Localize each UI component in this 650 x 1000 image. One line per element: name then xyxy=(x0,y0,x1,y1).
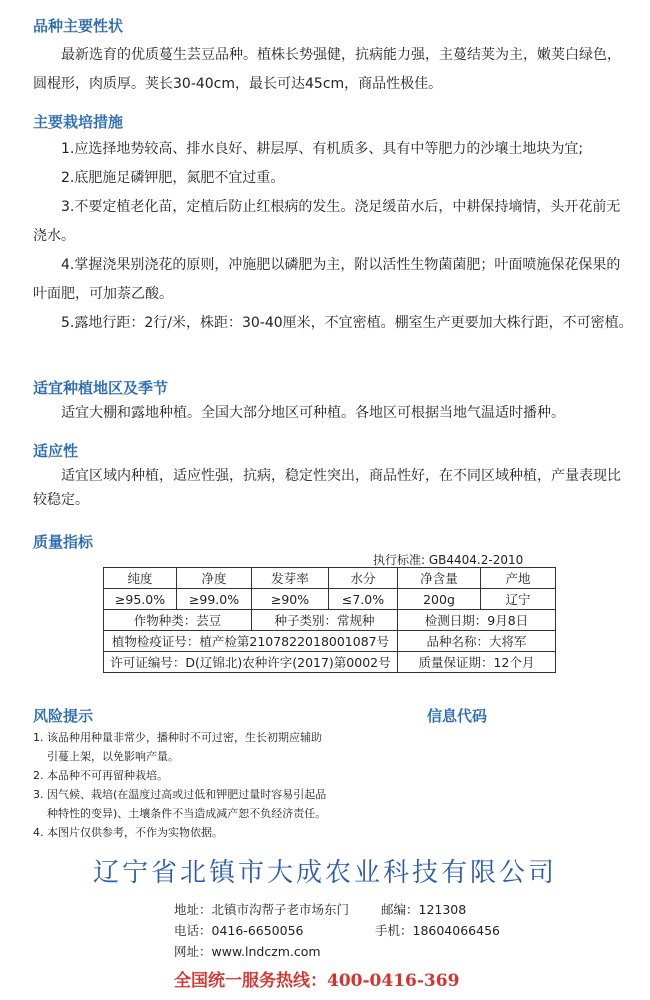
service-hotline: 全国统一服务热线：400-0416-369 xyxy=(174,971,460,991)
quality-license-row xyxy=(104,652,556,673)
risk-list xyxy=(33,728,433,842)
cultivation-item-4: 4.掌握浇果别浇花的原则，冲施肥以磷肥为主，附以活性生物菌菌肥；叶面喷施保花保果的叶面肥，可加萘乙酸。 xyxy=(33,257,621,302)
cultivation-title: 主要栽培措施 xyxy=(33,113,124,131)
risk-line-4: 4. 本图片仅供参考，不作为实物依据。 xyxy=(33,826,223,839)
cultivation-item-5: 5.露地行距：2行/米，株距：30-40厘米，不宜密植。棚室生产更要加大株行距，不可密植。 xyxy=(61,315,633,331)
region-title: 适宜种植地区及季节 xyxy=(33,379,169,397)
quarantine-number: 植物检疫证号：植产检第2107822018001087号 xyxy=(104,631,398,652)
value-net-content: 200g xyxy=(398,589,481,610)
value-moisture: ≤7.0% xyxy=(329,589,398,610)
company-mobile: 手机：18604066456 xyxy=(375,923,500,938)
traits-text-block xyxy=(33,41,633,99)
company-postcode: 邮编：121308 xyxy=(381,902,467,917)
adaptability-text: 适宜区域内种植，适应性强，抗病，稳定性突出，商品性好，在不同区域种植，产量表现比较稳定。 xyxy=(33,468,621,508)
value-germination: ≥90% xyxy=(252,589,329,610)
company-website[interactable]: 网址：www.lndczm.com xyxy=(174,944,321,959)
risk-line-2: 2. 本品种不可再留种栽培。 xyxy=(33,769,168,782)
company-phone: 电话：0416-6650056 xyxy=(174,923,304,938)
cultivation-list xyxy=(33,135,633,338)
cultivation-item-1: 1.应选择地势较高、排水良好、耕层厚、有机质多、具有中等肥力的沙壤土地块为宜; xyxy=(61,141,584,157)
quality-table xyxy=(103,567,556,673)
traits-text: 最新选育的优质蔓生芸豆品种。植株长势强健，抗病能力强，主蔓结荚为主，嫩荚白绿色，圆棍形，肉质厚。荚长30-40cm，最长可达45cm，商品性极佳。 xyxy=(33,47,621,92)
warranty-period: 质量保证期：12个月 xyxy=(398,652,556,673)
quality-quarantine-row xyxy=(104,631,556,652)
info-code-title: 信息代码 xyxy=(427,707,488,725)
header-cleanliness: 净度 xyxy=(177,568,252,589)
risk-line-1: 1. 该品种用种量非常少，播种时不可过密，生长初期应辅助 xyxy=(33,731,322,744)
value-cleanliness: ≥99.0% xyxy=(177,589,252,610)
quality-header-row xyxy=(104,568,556,589)
header-origin: 产地 xyxy=(481,568,556,589)
traits-title: 品种主要性状 xyxy=(33,17,124,35)
company-name: 辽宁省北镇市大成农业科技有限公司 xyxy=(92,858,557,888)
test-date: 检测日期：9月8日 xyxy=(398,610,556,631)
seed-type: 种子类别：常规种 xyxy=(252,610,398,631)
header-net-content: 净含量 xyxy=(398,568,481,589)
quality-value-row xyxy=(104,589,556,610)
region-text-block xyxy=(33,399,633,428)
company-address: 地址：北镇市沟帮子老市场东门 xyxy=(174,902,350,917)
value-purity: ≥95.0% xyxy=(104,589,177,610)
value-origin: 辽宁 xyxy=(481,589,556,610)
variety-name: 品种名称：大将军 xyxy=(398,631,556,652)
crop-type: 作物种类：芸豆 xyxy=(104,610,252,631)
adaptability-title: 适应性 xyxy=(33,442,79,460)
cultivation-item-2: 2.底肥施足磷钾肥，氮肥不宜过重。 xyxy=(61,170,285,186)
risk-title: 风险提示 xyxy=(33,707,94,725)
quality-standard: 执行标准: GB4404.2-2010 xyxy=(373,553,524,567)
cultivation-item-3: 3.不要定植老化苗，定植后防止红根病的发生。浇足缓苗水后，中耕保持墒情，头开花前无浇水。 xyxy=(33,199,621,244)
risk-line-1-cont: 引蔓上架，以免影响产量。 xyxy=(47,750,179,763)
license-number: 许可证编号：D(辽锦北)农种许字(2017)第0002号 xyxy=(104,652,398,673)
adaptability-text-block xyxy=(33,464,633,512)
header-germination: 发芽率 xyxy=(252,568,329,589)
risk-line-3-cont: 种特性的变异)、土壤条件不当造成减产恕不负经济责任。 xyxy=(47,807,327,820)
header-purity: 纯度 xyxy=(104,568,177,589)
header-moisture: 水分 xyxy=(329,568,398,589)
region-text: 适宜大棚和露地种植。全国大部分地区可种植。各地区可根据当地气温适时播种。 xyxy=(61,405,565,421)
quality-title: 质量指标 xyxy=(33,533,94,551)
quality-crop-row xyxy=(104,610,556,631)
risk-line-3: 3. 因气候、栽培(在温度过高或过低和钾肥过量时容易引起品 xyxy=(33,788,327,801)
